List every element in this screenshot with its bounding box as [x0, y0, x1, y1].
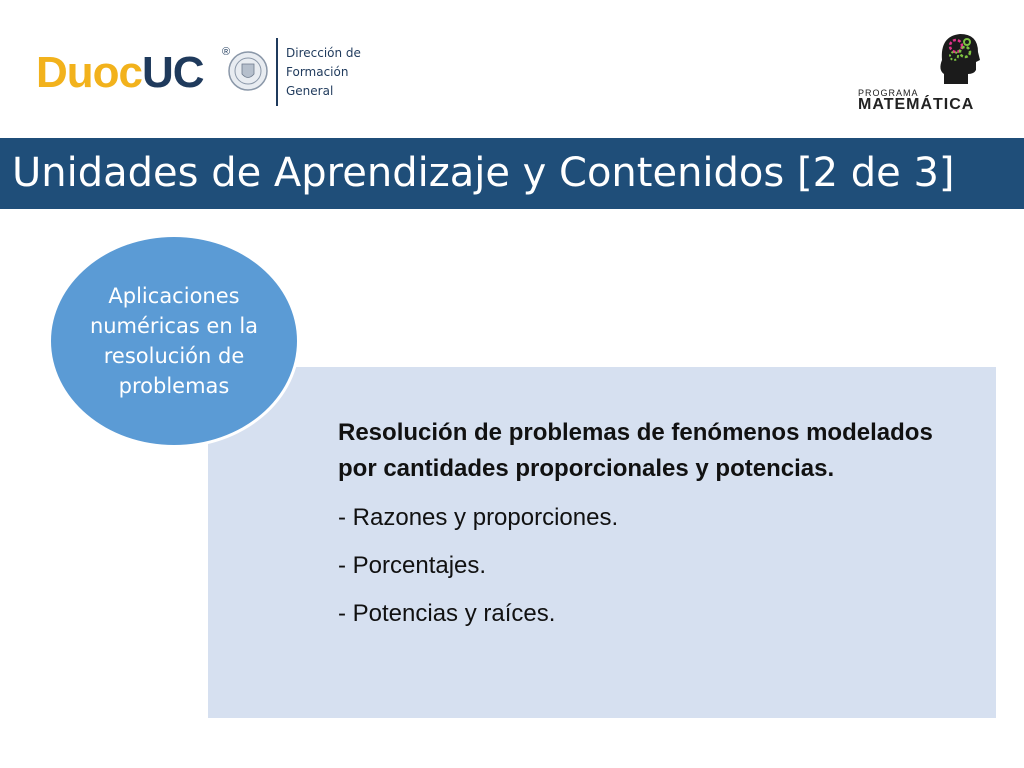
unit-item-razones: - Razones y proporciones. — [338, 504, 619, 531]
unit-item-potencias: - Potencias y raíces. — [338, 600, 556, 627]
logo-divider — [276, 38, 278, 106]
head-gears-icon — [934, 30, 984, 86]
programa-label: PROGRAMA — [858, 88, 919, 98]
university-crest-icon — [228, 50, 268, 92]
slide-title: Unidades de Aprendizaje y Contenidos [2 de 3] — [12, 150, 955, 196]
matematica-label: MATEMÁTICA — [858, 96, 975, 113]
programa-matematica-logo — [856, 30, 996, 120]
title-banner — [0, 138, 1024, 209]
unit-content-panel — [208, 367, 996, 718]
unit-item-porcentajes: - Porcentajes. — [338, 552, 487, 579]
duoc-uc-wordmark: DuocUC — [36, 48, 204, 97]
unit-title: Aplicaciones numéricas en la resolución de problemas — [89, 284, 259, 398]
registered-mark: ® — [222, 46, 231, 58]
unit-heading: Resolución de problemas de fenómenos modelados por cantidades proporcionales y potencias. — [338, 419, 933, 482]
duoc-uc-logo — [36, 36, 366, 106]
unit-content — [338, 415, 968, 645]
unit-title-circle — [48, 234, 300, 448]
department-name: Dirección de Formación General — [286, 46, 361, 98]
